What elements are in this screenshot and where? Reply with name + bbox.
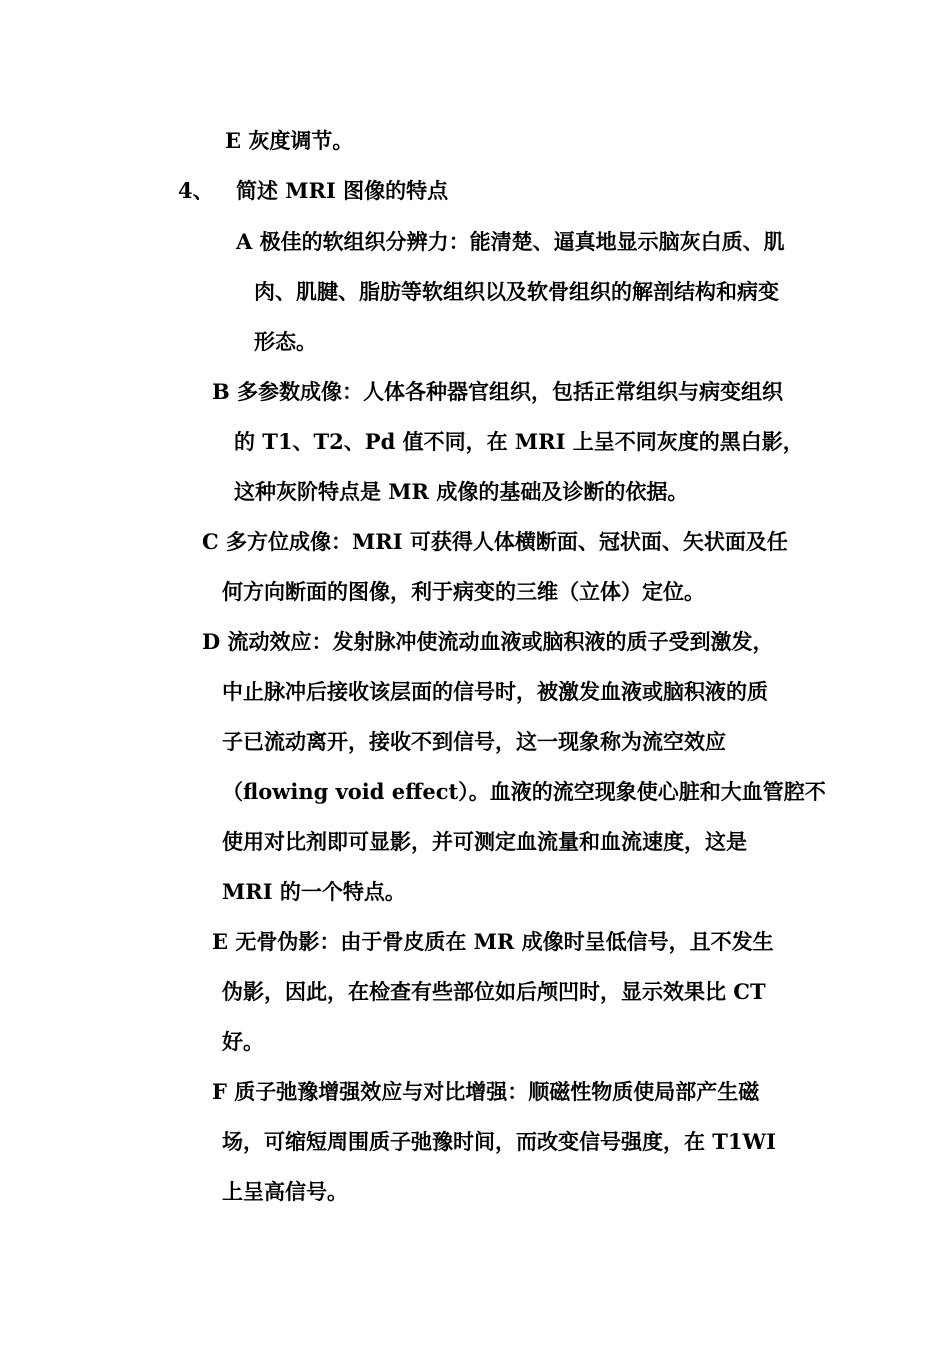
point-f-line-1: F 质子弛豫增强效应与对比增强：顺磁性物质使局部产生磁 (212, 1079, 760, 1104)
point-a-line-1: A 极佳的软组织分辨力：能清楚、逼真地显示脑灰白质、肌 (236, 229, 785, 254)
point-d-line-3: 子已流动离开，接收不到信号，这一现象称为流空效应 (222, 729, 726, 754)
point-c-line-2: 何方向断面的图像，利于病变的三维（立体）定位。 (222, 579, 705, 604)
point-e-line-1: E 无骨伪影：由于骨皮质在 MR 成像时呈低信号，且不发生 (212, 929, 774, 954)
point-b-line-3: 这种灰阶特点是 MR 成像的基础及诊断的依据。 (234, 479, 689, 504)
point-b-line-2: 的 T1、T2、Pd 值不同，在 MRI 上呈不同灰度的黑白影， (234, 429, 804, 454)
point-d-line-1: D 流动效应：发射脉冲使流动血液或脑积液的质子受到激发， (202, 629, 774, 654)
point-d-line-5: 使用对比剂即可显影，并可测定血流量和血流速度，这是 (222, 829, 747, 854)
point-a-line-3: 形态。 (254, 329, 317, 354)
question-heading: 简述 MRI 图像的特点 (236, 178, 449, 203)
point-d-line-2: 中止脉冲后接收该层面的信号时，被激发血液或脑积液的质 (222, 679, 768, 704)
point-a-line-2: 肉、肌腱、脂肪等软组织以及软骨组织的解剖结构和病变 (254, 279, 779, 304)
point-b-line-1: B 多参数成像：人体各种器官组织，包括正常组织与病变组织 (212, 379, 784, 404)
item-e-grayscale: E 灰度调节。 (225, 128, 354, 153)
point-e-line-2: 伪影，因此，在检查有些部位如后颅凹时，显示效果比 CT (222, 979, 766, 1004)
point-d-line-4: （flowing void effect）。血液的流空现象使心脏和大血管腔不 (222, 779, 826, 804)
point-c-line-1: C 多方位成像：MRI 可获得人体横断面、冠状面、矢状面及任 (202, 529, 788, 554)
point-f-line-2: 场，可缩短周围质子弛豫时间，而改变信号强度，在 T1WI (222, 1129, 776, 1154)
question-number: 4、 (178, 178, 214, 203)
point-d-line-6: MRI 的一个特点。 (222, 879, 406, 904)
point-f-line-3: 上呈高信号。 (222, 1179, 348, 1204)
point-e-line-3: 好。 (222, 1029, 264, 1054)
